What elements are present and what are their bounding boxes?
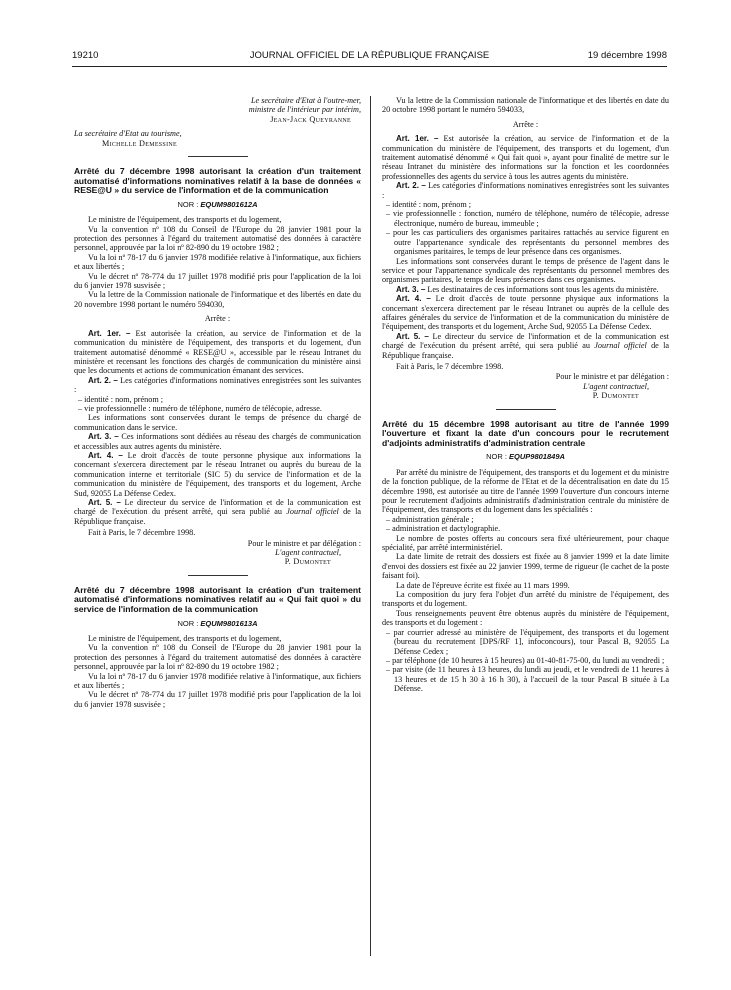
paragraph: Vu le décret nº 78-774 du 17 juillet 1978 modifié pris pour l'application de la loi du 6 janvier 1978 susvisée ; (74, 271, 361, 291)
right-column (382, 96, 669, 694)
article: Art. 1er. – Est autorisée la création, au service de l'information et de la communication du ministère de l'équipement, des transports et du logement, d'un traitement automatisé dénommé « Qui fait quoi », ayant pour finalité de mettre sur le réseau Intranet du ministère des informations sur la fonction et les coordonnées professionnelles des agents du service à tous les autres agents du ministère. (382, 134, 669, 181)
article: Art. 3. – Les destinataires de ces informations sont tous les agents du ministère. (396, 284, 659, 294)
specialty-list (382, 515, 669, 534)
list-item: – par téléphone (de 10 heures à 15 heures) au 01-40-81-75-00, du lundi au vendredi ; (386, 655, 665, 665)
article: Art. 4. – Le droit d'accès de toute personne physique aux informations la concernant s'exercera directement par le réseau Intranet ou auprès du bureau de la communication interne et territoriale (SIC 5) du service de l'information et de la communication du ministère de l'équipement, des transports et du logement, Arche Sud, 92055 La Défense Cedex. (74, 450, 361, 498)
list-item: – vie professionnelle : fonction, numéro de téléphone, numéro de télécopie, adresse électronique, numéro de bureau, immeuble ; (386, 209, 669, 228)
category-list (74, 395, 361, 414)
arrete-heading: Arrête : (204, 314, 231, 324)
article: Art. 4. – Le droit d'accès de toute personne physique aux informations la concernant s'exercera directement par le réseau Intranet ou auprès de la cellule des affaires générales du service de l'information et de la communication du ministère de l'équipement, des transports et du logement, Arche Sud, 92055 La Défense Cedex. (382, 294, 669, 332)
paragraph: Les informations sont conservées durant le temps de présence de l'agent dans le service et pour l'appartenance syndicale des représentants du personnel membres des organismes paritaires, le temps de leurs présences dans ces organismes. (382, 256, 669, 285)
nor-reference: NOR : EQUM9801612A (177, 199, 258, 209)
paragraph: Par arrêté du ministre de l'équipement, des transports et du logement et du ministre de la fonction publique, de la réforme de l'Etat et de la décentralisation en date du 15 décembre 1998, est autorisée au titre de l'année 1999 l'ouverture d'un concours interne pour le recrutement d'adjoints administratifs d'administration centrale du ministère de l'équipement, des transports et du logement dans les spécialités : (382, 467, 669, 515)
section-rule (188, 575, 248, 576)
list-item: – par courrier adressé au ministère de l'équipement, des transports et du logement (bureau du recrutement [DPS/RF 1], infoconcours), tour Pascal B, 92055 La Défense Cedex ; (386, 627, 669, 656)
nor-reference: NOR : EQUM9801613A (177, 618, 258, 628)
paragraph: Vu la lettre de la Commission nationale de l'informatique et des libertés en date du 20 novembre 1998 portant le numéro 594030, (74, 290, 361, 309)
list-item: – identité : nom, prénom ; (386, 200, 472, 210)
list-item: – par visite (de 11 heures à 13 heures, du lundi au jeudi, et le vendredi de 11 heures à 13 heures et de 15 h 30 à 16 h 30), à l'accueil de la tour Pascal B située à La Défense. (386, 665, 669, 694)
list-item: – administration et dactylographie. (386, 524, 501, 534)
category-list (382, 200, 669, 256)
date-line: Fait à Paris, le 7 décembre 1998. (88, 528, 196, 538)
arrete-heading: Arrête : (512, 119, 539, 129)
signature-name: Michelle Demessine (102, 138, 177, 148)
paragraph: Vu la loi nº 78-17 du 6 janvier 1978 modifiée relative à l'informatique, aux fichiers et aux libertés ; (74, 671, 361, 691)
decree-title: Arrêté du 15 décembre 1998 autorisant au titre de l'année 1999 l'ouverture et fixant la date d'un concours pour le recrutement d'adjoints administratifs d'administration centrale (382, 418, 669, 448)
section-rule (188, 156, 248, 157)
paragraph: La date limite de retrait des dossiers est fixée au 8 janvier 1999 et la date limite d'envoi des dossiers est fixée au 22 janvier 1999, terme de rigueur (le cachet de la poste faisant foi). (382, 552, 669, 581)
signature-role: Le secrétaire d'Etat à l'outre-mer, (251, 96, 361, 105)
signature-role: La secrétaire d'Etat au tourisme, (74, 129, 182, 139)
signature-role: Pour le ministre et par délégation : (555, 372, 669, 382)
signature-name: P. Dumontet (592, 391, 639, 401)
paragraph: Vu le décret nº 78-774 du 17 juillet 1978 modifié pris pour l'application de la loi du 6 janvier 1978 susvisée ; (74, 690, 361, 709)
decree-title: Arrêté du 7 décembre 1998 autorisant la création d'un traitement automatisé d'informations nominatives relatif à la base de données « RESE@U » du service de l'information et de la communication (74, 166, 361, 196)
list-item: – identité : nom, prénom ; (78, 394, 164, 404)
journal-title: JOURNAL OFFICIEL DE LA RÉPUBLIQUE FRANÇAISE (249, 50, 490, 61)
list-item: – pour les cas particuliers des organismes paritaires rattachés au service figurent en outre l'appartenance syndicale des représentants du personnel membres des organismes paritaires, le temps de leur présence dans ces organismes. (386, 228, 669, 257)
paragraph: Le ministre de l'équipement, des transports et du logement, (88, 215, 282, 225)
paragraph: Le nombre de postes offerts au concours sera fixé ultérieurement, pour chaque spécialité, par arrêté interministériel. (382, 533, 669, 553)
paragraph: Vu la lettre de la Commission nationale de l'informatique et des libertés en date du 20 octobre 1998 portant le numéro 594033, (382, 96, 669, 115)
column-divider (370, 96, 371, 956)
nor-reference: NOR : EQUP9801849A (486, 452, 565, 462)
date-line: Fait à Paris, le 7 décembre 1998. (396, 361, 504, 371)
list-item: – administration générale ; (386, 514, 474, 524)
decree-title: Arrêté du 7 décembre 1998 autorisant la création d'un traitement automatisé d'informations nominatives relatif au « Qui fait quoi » du service de l'information de la communication (74, 584, 361, 615)
article: Art. 2. – Les catégories d'informations nominatives enregistrées sont les suivantes : (74, 375, 362, 395)
signature-role: L'agent contractuel, (583, 381, 649, 391)
issue-date: 19 décembre 1998 (587, 50, 667, 61)
signature-role: ministre de l'intérieur par intérim, (248, 105, 361, 115)
paragraph: Le ministre de l'équipement, des transports et du logement, (88, 634, 282, 644)
article: Art. 2. – Les catégories d'informations nominatives enregistrées sont les suivantes : (382, 181, 670, 200)
paragraph: Vu la loi nº 78-17 du 6 janvier 1978 modifiée relative à l'informatique, aux fichiers et aux libertés ; (74, 252, 361, 272)
article: Art. 3. – Ces informations sont dédiées au réseau des chargés de communication et accessibles aux autres agents du ministère. (74, 432, 362, 451)
paragraph: Tous renseignements peuvent être obtenus auprès du ministère de l'équipement, des transports et du logement : (382, 608, 669, 628)
page-header (72, 50, 667, 66)
signature-name: Jean-Jack Queyranne (270, 114, 351, 124)
paragraph: La date de l'épreuve écrite est fixée au 11 mars 1999. (396, 580, 570, 590)
section-rule (496, 409, 556, 410)
article: Art. 5. – Le directeur du service de l'information et de la communication est chargé de l'exécution du présent arrêté, qui sera publié au Journal officiel de la République française. (74, 498, 361, 526)
left-column (74, 96, 361, 709)
signature-role: Pour le ministre et par délégation : (247, 538, 361, 548)
paragraph: Vu la convention nº 108 du Conseil de l'Europe du 28 janvier 1981 pour la protection des personnes à l'égard du traitement automatisé des données à caractère personnel, approuvée par la loi nº 82-890 du 19 octobre 1982 ; (74, 224, 361, 253)
article: Art. 5. – Le directeur du service de l'information et de la communication est chargé de l'exécution du présent arrêté, qui sera publié au Journal officiel de la République française. (382, 331, 669, 360)
list-item: – vie professionnelle : numéro de téléphone, numéro de télécopie, adresse. (78, 403, 322, 413)
header-rule (72, 66, 667, 67)
signature-role: L'agent contractuel, (275, 548, 341, 558)
paragraph: Les informations sont conservées durant le temps de présence du chargé de communication dans le service. (74, 413, 361, 432)
page-number: 19210 (72, 50, 99, 61)
paragraph: La composition du jury fera l'objet d'un arrêté du ministre de l'équipement, des transports et du logement. (382, 590, 669, 609)
signature-name: P. Dumontet (284, 557, 331, 567)
contact-list (382, 628, 669, 694)
article: Art. 1er. – Est autorisée la création, au service de l'information et de la communication du ministère de l'équipement, des transports et du logement, d'un traitement automatisé dénommé « RESE@U », accessible par le réseau Intranet du ministère et recensant les fonctions des chargés de communication du ministère ainsi que les documents et actions de communication émanant des services. (74, 328, 361, 376)
paragraph: Vu la convention nº 108 du Conseil de l'Europe du 28 janvier 1981 pour la protection des personnes à l'égard du traitement automatisé des données à caractère personnel, approuvée par la loi nº 82-890 du 19 octobre 1982 ; (74, 643, 361, 672)
